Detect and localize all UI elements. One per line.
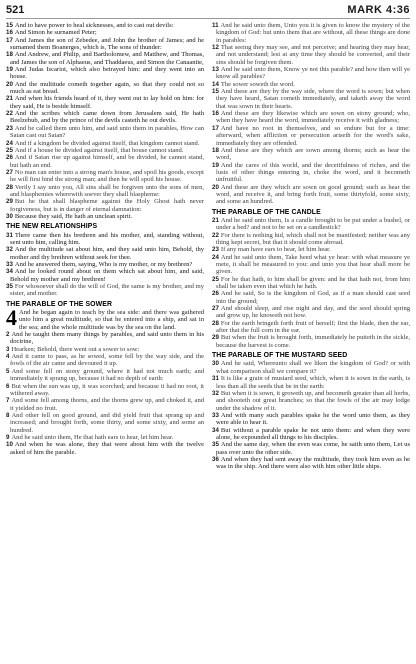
verse-text: And Judas Iscariot, which also betrayed him: and they went into an house. — [10, 66, 204, 81]
verse-text: And have no root in themselves, and so endure but for a time: afterward, when affliction or persecution ariseth for the word's sake, immediately they are offended. — [216, 124, 410, 147]
verse-number: 29 — [6, 198, 13, 206]
verse — [6, 246, 204, 261]
verse-text: No man can enter into a strong man's house, and spoil his goods, except he will first bind the strong man; and then he will spoil his house. — [10, 168, 204, 184]
verse — [6, 37, 204, 52]
verse — [6, 232, 204, 247]
right-block-2 — [212, 217, 410, 349]
verse-text: And with many such parables spake he the word unto them, as they were able to hear it. — [216, 411, 410, 427]
verse — [212, 246, 410, 253]
verse — [6, 346, 204, 353]
section-heading: THE PARABLE OF THE SOWER — [6, 300, 113, 308]
verse-text: For whosoever shall do the will of God, the same is my brother, and my sister, and mother. — [10, 283, 204, 298]
verse-text: But when it is sown, it groweth up, and becometh greater than all herbs, and shooteth out great branches; so that the fowls of the air may lodge under the shadow of it. — [216, 389, 410, 412]
verse-number: 25 — [6, 146, 13, 154]
verse-number: 19 — [6, 66, 13, 74]
verse-number: 20 — [6, 80, 13, 88]
verse-text: And he said unto them, He that hath ears to hear, let him hear. — [11, 433, 174, 441]
verse-text: And if a house be divided against itself, that house cannot stand. — [14, 146, 184, 154]
verse-number: 24 — [6, 139, 13, 147]
verse-text: And these are they which are sown among thorns; such as hear the word, — [216, 146, 410, 162]
verse-number: 2 — [6, 331, 10, 339]
verse-text: And he answered them, saying, Who is my mother, or my brethren? — [14, 261, 193, 268]
page-number: 521 — [6, 4, 25, 16]
verse-number: 6 — [6, 382, 10, 390]
verse-text: And these are they likewise which are sown on stony ground; who, when they have heard the word, immediately receive it with gladness; — [216, 110, 410, 125]
verse-number: 35 — [212, 441, 219, 449]
verse-number: 18 — [6, 51, 13, 59]
verse — [212, 390, 410, 412]
page-header — [6, 4, 410, 19]
verse-text: And he looked round about on them which sat about him, and said, Behold my mother and my brethren! — [10, 268, 204, 283]
verse-number: 8 — [6, 411, 10, 419]
verse-number: 26 — [6, 154, 13, 162]
verse-number: 35 — [6, 283, 13, 291]
verse-number: 10 — [6, 441, 13, 449]
verse — [6, 331, 204, 346]
verse-text: But when the sun was up, it was scorched; and because it had no root, it withered away. — [10, 382, 204, 397]
verse-number: 31 — [212, 375, 219, 383]
verse-text: But he that shall blaspheme against the Holy Ghost hath never forgiveness, but is in danger of eternal damnation: — [10, 198, 204, 213]
verse — [6, 81, 204, 96]
verse — [212, 184, 410, 206]
verse-number: 28 — [6, 183, 13, 191]
verse-text: But without a parable spake he not unto them: and when they were alone, he expounded all things to his disciples. — [216, 426, 410, 441]
verse — [212, 320, 410, 335]
verse — [212, 88, 410, 110]
verse — [212, 22, 410, 44]
verse-text: The sower soweth the word. — [220, 80, 295, 88]
verse — [212, 276, 410, 291]
right-column — [212, 22, 410, 471]
verse — [6, 283, 204, 298]
verse-number: 12 — [212, 44, 219, 52]
verse-number: 27 — [6, 168, 13, 176]
verse-text: And when he was alone, they that were about him with the twelve asked of him the parable. — [10, 441, 204, 456]
left-block-2 — [6, 232, 204, 298]
verse-text: And Andrew, and Philip, and Bartholomew, and Matthew, and Thomas, and James the son of Alphaeus, and Thaddaeus, and Simon the Canaanite, — [10, 51, 204, 66]
section-heading: THE PARABLE OF THE MUSTARD SEED — [212, 352, 348, 360]
verse-text: And the multitude sat about him, and they said unto him, Behold, thy mother and thy brethren without seek for thee. — [10, 246, 204, 261]
verse-number: 34 — [212, 426, 219, 434]
verse — [212, 44, 410, 66]
verse-number: 23 — [6, 124, 13, 132]
verse-number: 7 — [6, 397, 10, 405]
verse-text: And he said unto them, Unto you it is given to know the mystery of the kingdom of God: but unto them that are without, all these things are done in parables: — [216, 22, 410, 44]
verse — [6, 29, 204, 36]
verse-number: 36 — [212, 455, 219, 463]
verse — [6, 147, 204, 154]
verse — [212, 232, 410, 247]
verse-text: And Simon he surnamed Peter; — [14, 29, 97, 37]
verse-number: 30 — [6, 212, 13, 220]
verse — [6, 154, 204, 169]
verse-text: Hearken; Behold, there went out a sower to sow: — [11, 345, 140, 353]
verse-text: And to have power to heal sicknesses, and to cast out devils: — [14, 22, 174, 29]
verse-number: 28 — [212, 319, 219, 327]
verse-number: 27 — [212, 305, 219, 313]
verse-text: And when they had sent away the multitude, they took him even as he was in the ship. And there were also with him other little ships. — [216, 455, 410, 471]
verse-text: And the cares of this world, and the deceitfulness of riches, and the lusts of other things entering in, choke the word, and it becometh unfruitful. — [216, 161, 410, 184]
verse-text: And the same day, when the even was come, he saith unto them, Let us pass over unto the other side. — [216, 441, 410, 456]
verse-text: And these are they by the way side, where the word is sown; but when they have heard, Satan cometh immediately, and taketh away the word that was sown in their hearts. — [216, 88, 410, 110]
verse-text: And he began again to teach by the sea side: and there was gathered unto him a great multitude, so that he entered into a ship, and sat in the sea; and the whole multitude was by the sea on the land. — [19, 309, 204, 331]
verse-number: 22 — [6, 110, 13, 118]
verse-number: 17 — [6, 36, 13, 44]
verse-number: 20 — [212, 183, 219, 191]
verse-text: That seeing they may see, and not perceive; and hearing they may hear, and not understand; lest at any time they should be converted, and their sins should be forgiven them. — [216, 44, 410, 66]
chapter-opening — [6, 305, 204, 331]
verse-number: 9 — [6, 433, 10, 441]
verse-number: 21 — [6, 95, 13, 103]
verse-number: 22 — [212, 231, 219, 239]
verse-text: And he called them unto him, and said unto them in parables, How can Satan cast out Satan? — [10, 124, 204, 140]
verse-text: And the multitude cometh together again, so that they could not so much as eat bread. — [10, 80, 204, 96]
verse-text: And it came to pass, as he sowed, some fell by the way side, and the fowls of the air came and devoured it up. — [10, 353, 204, 368]
verse-text: It is like a grain of mustard seed, which, when it is sown in the earth, is less than all the seeds that be in the earth: — [216, 375, 410, 390]
verse-text: And some fell on stony ground, where it had not much earth; and immediately it sprang up, because it had no depth of earth: — [10, 367, 204, 383]
verse-number: 25 — [212, 275, 219, 283]
verse — [6, 125, 204, 140]
section-heading: THE PARABLE OF THE CANDLE — [212, 208, 321, 216]
left-block-3 — [6, 331, 204, 456]
verse-number: 19 — [212, 161, 219, 169]
verse — [6, 140, 204, 147]
verse-number: 23 — [212, 246, 219, 254]
verse-text: And these are they which are sown on good ground; such as hear the word, and receive it, and bring forth fruit, some thirtyfold, some sixty, and some an hundred. — [216, 183, 410, 206]
verse-number: 26 — [212, 290, 219, 298]
verse — [6, 66, 204, 81]
verse — [6, 110, 204, 125]
verse-text: And if Satan rise up against himself, and be divided, he cannot stand, but hath an end. — [10, 154, 204, 169]
verse — [212, 162, 410, 184]
verse-text: Verily I say unto you, All sins shall be forgiven unto the sons of men, and blasphemies wherewith soever they shall blaspheme: — [10, 183, 204, 198]
verse-text: And he said unto them, Know ye not this parable? and how then will ye know all parables? — [216, 66, 410, 81]
verse-text: If any man have ears to hear, let him hear. — [220, 246, 331, 254]
verse-text: And he said, Whereunto shall we liken the kingdom of God? or with what comparison shall we compare it? — [216, 360, 410, 375]
verse — [212, 305, 410, 320]
right-block-3 — [212, 360, 410, 470]
verse-text: And the scribes which came down from Jerusalem said, He hath Beelzebub, and by the prince of the devils casteth he out devils. — [10, 110, 204, 125]
verse-text: And should sleep, and rise night and day, and the seed should spring and grow up, he knoweth not how. — [216, 305, 410, 320]
verse — [6, 268, 204, 283]
verse-text: Because they said, He hath an unclean spirit. — [14, 212, 133, 220]
verse-number: 14 — [212, 80, 219, 88]
verse-number: 30 — [212, 360, 219, 368]
verse-number: 16 — [6, 29, 13, 37]
verse-number: 29 — [212, 334, 219, 342]
verse — [212, 147, 410, 162]
verse-text: But when the fruit is brought forth, immediately he putteth in the sickle, because the harvest is come. — [216, 334, 410, 349]
verse-text: And some fell among thorns, and the thorns grew up, and choked it, and it yielded no fruit. — [10, 397, 204, 412]
verse — [6, 213, 204, 220]
verse-text: And he said unto them, Take heed what ye hear: with what measure ye mete, it shall be measured to you: and unto you that hear shall more be given. — [216, 253, 410, 276]
verse-text: And if a kingdom be divided against itself, that kingdom cannot stand. — [14, 139, 200, 147]
chapter-number: 4 — [6, 305, 17, 331]
verse — [6, 412, 204, 434]
verse — [212, 110, 410, 125]
verse — [6, 184, 204, 199]
verse — [6, 198, 204, 213]
running-head: MARK 4:36 — [347, 4, 410, 16]
verse-number: 11 — [212, 22, 219, 29]
verse — [212, 290, 410, 305]
verse-text: And he said, So is the kingdom of God, as if a man should cast seed into the ground; — [216, 290, 410, 305]
verse — [6, 51, 204, 66]
verse-number: 3 — [6, 345, 10, 353]
verse-number: 34 — [6, 268, 13, 276]
verse — [212, 217, 410, 232]
verse-text: And when his friends heard of it, they went out to lay hold on him: for they said, He is beside himself. — [10, 95, 204, 110]
verse — [212, 125, 410, 147]
verse — [6, 383, 204, 398]
verse-text: And James the son of Zebedee, and John the brother of James; and he surnamed them Boanerges, which is, The sons of thunder: — [10, 36, 204, 52]
verse — [212, 427, 410, 442]
verse — [212, 66, 410, 81]
verse-number: 4 — [6, 353, 10, 361]
section-heading: THE NEW RELATIONSHIPS — [6, 223, 98, 231]
verse-number: 21 — [212, 216, 219, 224]
verse-text: There came then his brethren and his mother, and, standing without, sent unto him, calling him. — [10, 231, 204, 246]
verse — [6, 434, 204, 441]
verse-text: For there is nothing hid, which shall not be manifested; neither was any thing kept secret, but that it should come abroad. — [216, 231, 410, 246]
left-column — [6, 22, 204, 471]
verse-number: 31 — [6, 231, 13, 239]
verse-text: And he said unto them, Is a candle brought to be put under a bushel, or under a bed? and not to be set on a candlestick? — [216, 216, 410, 232]
verse — [6, 441, 204, 456]
verse — [6, 95, 204, 110]
verse-text: And he taught them many things by parables, and said unto them in his doctrine, — [10, 331, 204, 346]
verse-text: For he that hath, to him shall be given: and he that hath not, from him shall be taken even that which he hath. — [216, 275, 410, 291]
right-block-1 — [212, 22, 410, 206]
verse — [212, 375, 410, 390]
verse — [212, 254, 410, 276]
verse-number: 18 — [212, 146, 219, 154]
verse — [6, 368, 204, 383]
verse-number: 13 — [212, 66, 219, 74]
verse — [6, 353, 204, 368]
verse — [6, 397, 204, 412]
verse-number: 24 — [212, 253, 219, 261]
verse-number: 32 — [212, 389, 219, 397]
verse — [212, 456, 410, 471]
verse-number: 16 — [212, 110, 219, 118]
verse — [212, 81, 410, 88]
verse-number: 33 — [6, 261, 13, 268]
verse-number: 32 — [6, 246, 13, 254]
verse — [212, 441, 410, 456]
verse — [6, 169, 204, 184]
verse — [6, 22, 204, 29]
left-block-1 — [6, 22, 204, 220]
verse — [6, 261, 204, 268]
verse-number: 33 — [212, 411, 219, 419]
verse — [212, 412, 410, 427]
verse-text: And other fell on good ground, and did yield fruit that sprang up and increased; and brought forth, some thirty, and some sixty, and some an hundred. — [10, 411, 204, 434]
text-columns — [6, 22, 410, 471]
verse-number: 15 — [212, 88, 219, 96]
verse — [212, 334, 410, 349]
verse — [212, 360, 410, 375]
verse-number: 17 — [212, 124, 219, 132]
verse-text: For the earth bringeth forth fruit of herself; first the blade, then the ear, after that the full corn in the ear. — [216, 319, 410, 335]
verse-number: 15 — [6, 22, 13, 29]
verse-number: 5 — [6, 367, 10, 375]
